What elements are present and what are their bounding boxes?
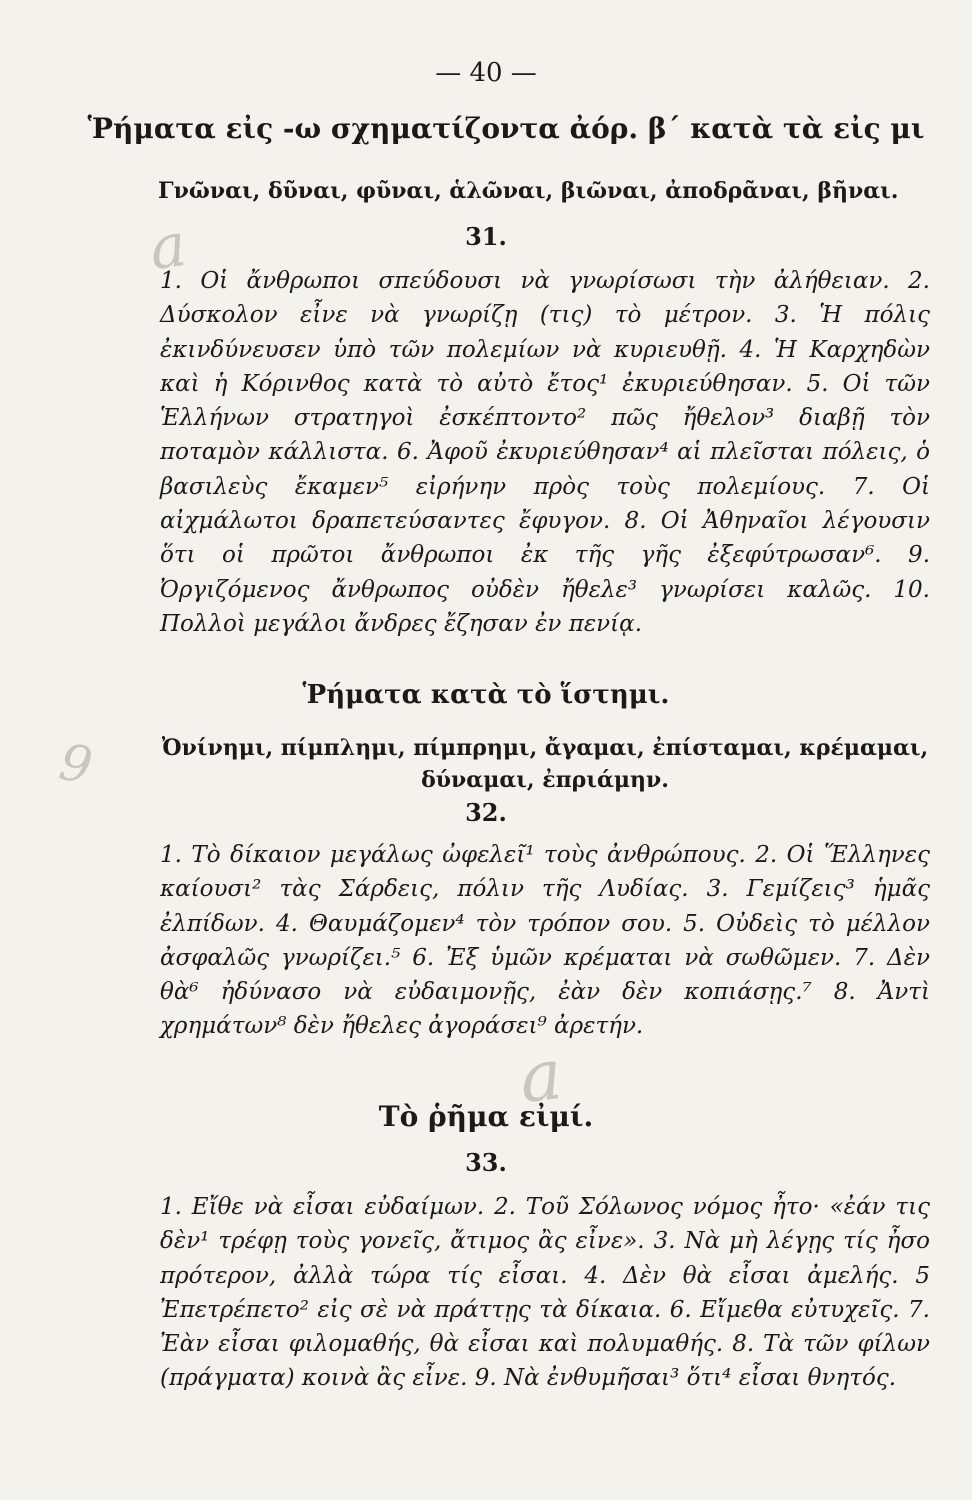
pencil-scribble: 9: [55, 732, 97, 796]
exercise-text: 1. Εἴθε νὰ εἶσαι εὐδαίμων. 2. Τοῦ Σόλωνος νόμος ἦτο· «ἐάν τις δὲν¹ τρέφῃ τοὺς γονεῖς, ἄτιμος ἂς εἶνε». 3. Νὰ μὴ λέγῃς τίς ἦσο πρότερον, ἀλλὰ τώρα τίς εἶσαι. 4. Δὲν θὰ εἶσαι ἀμελής. 5 Ἐπετρέπετο² εἰς σὲ νὰ πράττῃς τὰ δίκαια. 6. Εἴμεθα εὐτυχεῖς. 7. Ἐὰν εἶσαι φιλομαθής, θὰ εἶσαι καὶ πολυμαθής. 8. Τὰ τῶν φίλων (πράγματα) κοινὰ ἂς εἶνε. 9. Νὰ ἐνθυμῆσαι³ ὅτι⁴ εἶσαι θνητός.: [160, 1194, 930, 1392]
pencil-scribble: a: [145, 209, 191, 285]
exercise-text: 1. Οἱ ἄνθρωποι σπεύδουσι νὰ γνωρίσωσι τὴν ἀλήθειαν. 2. Δύσκολον εἶνε νὰ γνωρίζῃ (τις) τὸ μέτρον. 3. Ἡ πόλις ἐκινδύνευσεν ὑπὸ τῶν πολεμίων νὰ κυριευθῇ. 4. Ἡ Καρχηδὼν καὶ ἡ Κόρινθος κατὰ τὸ αὐτὸ ἔτος¹ ἐκυριεύθησαν. 5. Οἱ τῶν Ἑλλήνων στρατηγοὶ ἐσκέπτοντο² πῶς ἤθελον³ διαβῇ τὸν ποταμὸν κάλλιστα. 6. Ἀφοῦ ἐκυριεύθησαν⁴ αἱ πλεῖσται πόλεις, ὁ βασιλεὺς ἔκαμεν⁵ εἰρήνην πρὸς τοὺς πολεμίους. 7. Οἱ αἰχμάλωτοι δραπετεύσαντες ἔφυγον. 8. Οἱ Ἀθηναῖοι λέγουσιν ὅτι οἱ πρῶτοι ἄνθρωποι ἐκ τῆς γῆς ἐξεφύτρωσαν⁶. 9. Ὀργιζόμενος ἄνθρωπος οὐδὲν ἤθελε³ γνωρίσει καλῶς. 10. Πολλοὶ μεγάλοι ἄνδρες ἔζησαν ἐν πενίᾳ.: [160, 268, 930, 637]
section-title: Ῥήματα κατὰ τὸ ἵστημι.: [302, 680, 670, 710]
section-title: Τὸ ῥῆμα εἰμί.: [378, 1100, 594, 1133]
exercise-number: 32.: [465, 798, 507, 827]
section-title: Ῥήματα εἰς -ω σχηματίζοντα ἀόρ. β΄ κατὰ τὰ εἰς μι: [87, 112, 925, 145]
exercise-number: 31.: [465, 222, 507, 251]
verb-list: Γνῶναι, δῦναι, φῦναι, ἁλῶναι, βιῶναι, ἀποδρᾶναι, βῆναι.: [158, 178, 899, 204]
exercise-number: 33.: [465, 1148, 507, 1177]
page-number: — 40 —: [435, 58, 537, 88]
verb-list: Ὀνίνημι, πίμπλημι, πίμπρημι, ἄγαμαι, ἐπίσταμαι, κρέμαμαι, δύναμαι, ἐπριάμην.: [161, 735, 929, 793]
pencil-scribble: a: [515, 1033, 566, 1119]
exercise-text: 1. Τὸ δίκαιον μεγάλως ὠφελεῖ¹ τοὺς ἀνθρώπους. 2. Οἱ Ἕλληνες καίουσι² τὰς Σάρδεις, πόλιν τῆς Λυδίας. 3. Γεμίζεις³ ἡμᾶς ἐλπίδων. 4. Θαυμάζομεν⁴ τὸν τρόπον σου. 5. Οὐδεὶς τὸ μέλλον ἀσφαλῶς γνωρίζει.⁵ 6. Ἐξ ὑμῶν κρέμαται νὰ σωθῶμεν. 7. Δὲν θὰ⁶ ἠδύνασο νὰ εὐδαιμονῇς, ἐὰν δὲν κοπιάσῃς.⁷ 8. Ἀντὶ χρημάτων⁸ δὲν ἤθελες ἀγοράσει⁹ ἀρετήν.: [160, 842, 930, 1040]
